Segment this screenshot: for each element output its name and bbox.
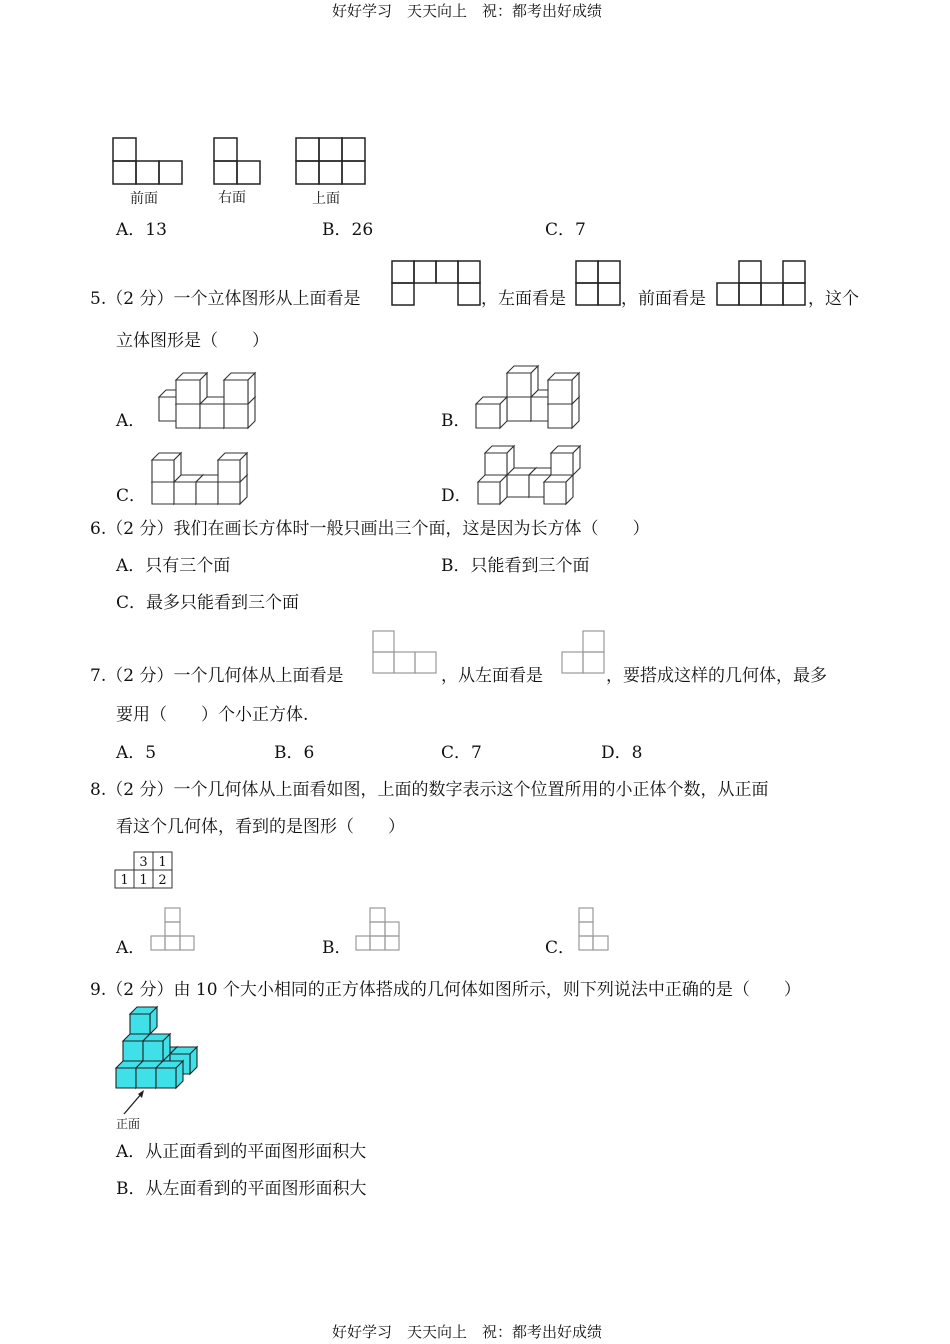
q5-left-view [575, 260, 621, 308]
cube [544, 475, 573, 504]
page-header: 好好学习 天天向上 祝：都考出好成绩 [332, 2, 603, 20]
q9-option-a[interactable]: A．从正面看到的平面图形面积大 [116, 1142, 367, 1162]
q8-option-c-figure [578, 907, 610, 953]
q5-option-d-figure [476, 438, 586, 508]
front-arrow-icon [120, 1088, 150, 1116]
q7-option-a[interactable]: A．5 [116, 743, 157, 763]
q7-stem-c: ，要搭成这样的几何体，最多 [606, 666, 827, 686]
q5-option-d[interactable]: D． [441, 486, 472, 506]
q5-option-b[interactable]: B． [441, 411, 471, 431]
q7-stem-b: ，从左面看是 [441, 666, 543, 686]
q8-top-grid [114, 851, 176, 891]
cube [478, 475, 507, 504]
q8-option-a[interactable]: A． [116, 938, 146, 958]
cube [507, 366, 538, 397]
q5-front-view [716, 260, 808, 308]
q5-option-c-figure [150, 438, 260, 508]
q5-stem-d: ，这个 [808, 289, 859, 309]
grid-cell-top-2: 1 [158, 855, 167, 870]
cube [548, 373, 579, 404]
q5-option-a[interactable]: A． [116, 411, 146, 431]
q5-stem: 5.（2 分）一个立体图形从上面看是 [90, 289, 361, 309]
q5-option-b-figure [474, 364, 584, 434]
view-label-right: 右面 [218, 190, 246, 206]
q8-stem: 8.（2 分）一个几何体从上面看如图，上面的数字表示这个位置所用的小正体个数，从正面 [90, 780, 769, 800]
cube [485, 446, 514, 475]
q9-stem: 9.（2 分）由 10 个大小相同的正方体搭成的几何体如图所示，则下列说法中正确的是（ ） [90, 980, 801, 1000]
q4-option-a[interactable]: A．13 [116, 220, 167, 240]
cube [176, 373, 207, 404]
cube [476, 397, 507, 428]
q5-top-view [391, 260, 481, 308]
q6-stem: 6.（2 分）我们在画长方体时一般只画出三个面，这是因为长方体（ ） [90, 519, 650, 539]
page-footer: 好好学习 天天向上 祝：都考出好成绩 [332, 1323, 603, 1341]
q7-option-b[interactable]: B．6 [274, 743, 315, 763]
view-label-top: 上面 [312, 191, 340, 207]
q7-left-view [561, 630, 607, 676]
q7-stem-line2: 要用（ ）个小正方体. [116, 705, 309, 725]
grid-cell-bottom-2: 1 [139, 873, 148, 888]
grid-cell-bottom-1: 1 [120, 873, 129, 888]
q5-stem-b: ，左面看是 [481, 289, 566, 309]
cube [218, 453, 247, 482]
cube [152, 453, 181, 482]
q7-option-c[interactable]: C．7 [441, 743, 482, 763]
cube [130, 1007, 157, 1034]
q8-option-b[interactable]: B． [322, 938, 352, 958]
q8-option-a-figure [150, 907, 196, 953]
view-label-front: 前面 [130, 191, 158, 207]
q7-option-d[interactable]: D．8 [601, 743, 643, 763]
q6-option-b[interactable]: B．只能看到三个面 [441, 556, 590, 576]
q7-stem: 7.（2 分）一个几何体从上面看是 [90, 666, 344, 686]
q7-top-view [372, 630, 440, 676]
q5-stem-line2: 立体图形是（ ） [116, 331, 269, 351]
cube [156, 1061, 183, 1088]
q6-option-c[interactable]: C．最多只能看到三个面 [116, 593, 300, 613]
cube [224, 373, 255, 404]
q4-option-b[interactable]: B．26 [322, 220, 374, 240]
q8-option-c[interactable]: C． [545, 938, 576, 958]
q8-stem-line2: 看这个几何体，看到的是图形（ ） [116, 817, 405, 837]
front-label: 正面 [116, 1117, 141, 1131]
q6-option-a[interactable]: A．只有三个面 [116, 556, 231, 576]
grid-cell-top-1: 3 [139, 855, 148, 870]
q5-option-a-figure [150, 362, 260, 432]
q5-stem-c: ，前面看是 [621, 289, 706, 309]
grid-cell-bottom-3: 2 [158, 873, 167, 888]
cube [551, 446, 580, 475]
q5-option-c[interactable]: C． [116, 486, 147, 506]
q4-option-c[interactable]: C．7 [545, 220, 586, 240]
q8-option-b-figure [355, 907, 401, 953]
q9-option-b[interactable]: B．从左面看到的平面图形面积大 [116, 1179, 367, 1199]
q9-cube-figure [114, 1010, 194, 1090]
cube [143, 1034, 170, 1061]
